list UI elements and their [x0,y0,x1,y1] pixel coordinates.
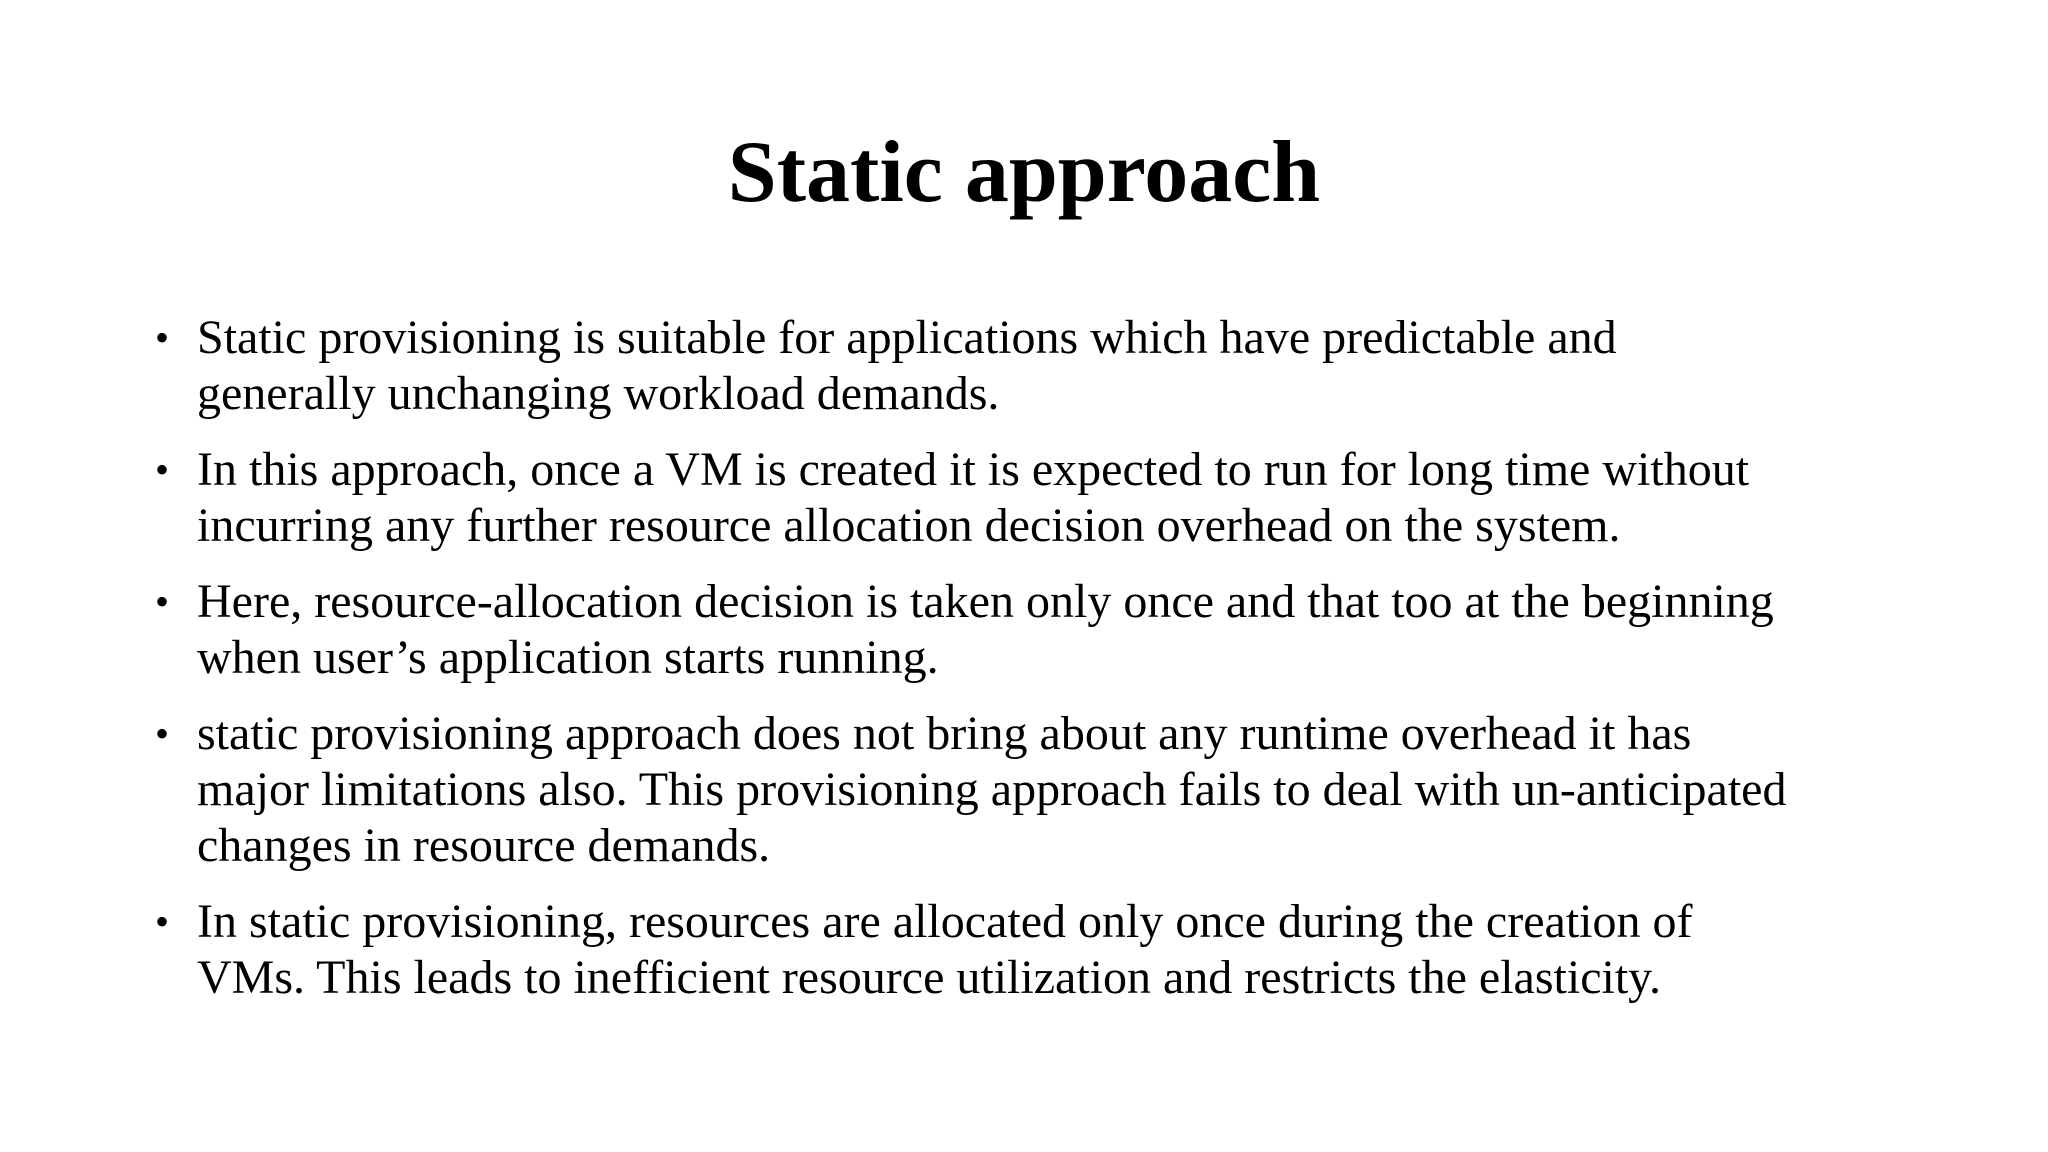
bullet-line: static provisioning approach does not bring about any runtime overhead it has [197,707,1692,760]
bullet-icon: • [155,447,170,492]
bullet-item [155,706,1995,874]
bullet-icon: • [155,711,170,756]
bullet-line: major limitations also. This provisioning approach fails to deal with un-anticipated [197,763,1787,816]
bullet-item [155,894,1995,1006]
bullet-icon: • [155,899,170,944]
bullet-line: generally unchanging workload demands. [197,367,1000,420]
slide-title: Static approach [727,124,1321,221]
bullet-icon: • [155,579,170,624]
bullet-line: VMs. This leads to inefficient resource utilization and restricts the elasticity. [197,951,1662,1004]
bullet-item [155,574,1995,686]
bullet-line: changes in resource demands. [197,819,771,872]
bullet-line: In static provisioning, resources are allocated only once during the creation of [197,895,1693,948]
bullet-item [155,310,1995,422]
bullet-line: incurring any further resource allocation decision overhead on the system. [197,499,1621,552]
bullet-list [155,310,1995,1026]
bullet-line: Static provisioning is suitable for applications which have predictable and [197,311,1617,364]
bullet-line: when user’s application starts running. [197,631,939,684]
bullet-item [155,442,1995,554]
bullet-icon: • [155,315,170,360]
bullet-line: In this approach, once a VM is created it is expected to run for long time without [197,443,1750,496]
bullet-line: Here, resource-allocation decision is taken only once and that too at the beginning [197,575,1774,628]
